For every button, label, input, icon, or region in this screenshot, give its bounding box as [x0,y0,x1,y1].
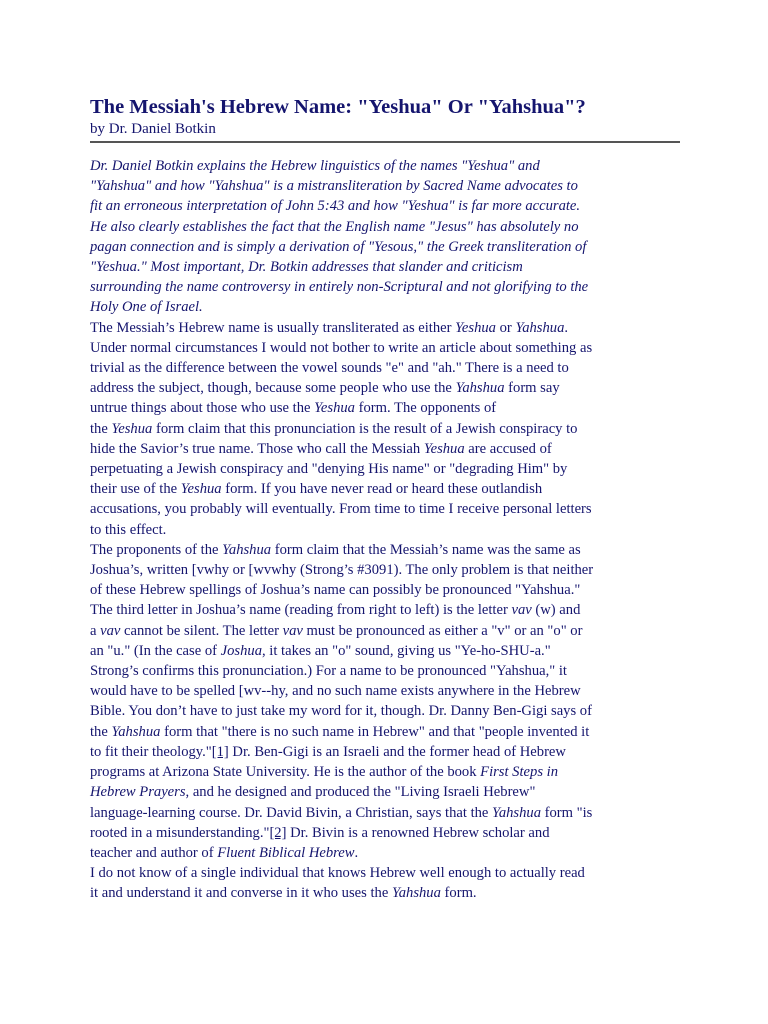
paragraph-line: Under normal circumstances I would not bother to write an article about something as [90,339,593,356]
paragraph-line: hide the Savior’s true name. Those who call the Messiah Yeshua are accused of [90,440,552,457]
paragraph-line: teacher and author of Fluent Biblical Hebrew. [90,844,359,861]
paragraph-line: rooted in a misunderstanding."[2] Dr. Bivin is a renowned Hebrew scholar and [90,824,550,841]
paragraph-line: The Messiah’s Hebrew name is usually transliterated as either Yeshua or Yahshua. [90,319,569,336]
paragraph-line: language-learning course. Dr. David Bivin, a Christian, says that the Yahshua form "is [90,804,593,821]
paragraph-line: it and understand it and converse in it who uses the Yahshua form. [90,885,477,902]
paragraph-line: address the subject, though, because some people who use the Yahshua form say [90,380,560,397]
abstract-line: fit an erroneous interpretation of John 5:43 and how "Yeshua" is far more accurate. [90,198,581,215]
footnote-link-2[interactable]: [2] [269,824,287,841]
article [90,94,680,904]
abstract-line: surrounding the name controversy in entirely non-Scriptural and not glorifying to the [90,279,589,296]
paragraph-line: the Yahshua form that "there is no such name in Hebrew" and that "people invented it [90,723,590,740]
paragraph-line: of these Hebrew spellings of Joshua’s name can possibly be pronounced "Yahshua." [90,582,581,599]
paragraph-2 [90,540,680,863]
abstract-line: "Yeshua." Most important, Dr. Botkin addresses that slander and criticism [90,259,523,276]
paragraph-line: The proponents of the Yahshua form claim that the Messiah’s name was the same as [90,541,581,558]
paragraph-line: Bible. You don’t have to just take my word for it, though. Dr. Danny Ben-Gigi says of [90,703,592,720]
paragraph-line: untrue things about those who use the Yeshua form. The opponents of [90,400,497,417]
paragraph-line: The third letter in Joshua’s name (reading from right to left) is the letter vav (w) and [90,602,581,619]
article-abstract [90,156,680,318]
paragraph-line: to fit their theology."[1] Dr. Ben-Gigi is an Israeli and the former head of Hebrew [90,743,566,760]
paragraph-line: an "u." (In the case of Joshua, it takes an "o" sound, giving us "Ye-ho-SHU-a." [90,642,551,659]
paragraph-line: to this effect. [90,521,167,538]
abstract-line: Holy One of Israel. [90,299,203,316]
paragraph-line: would have to be spelled [wv--hy, and no such name exists anywhere in the Hebrew [90,683,581,700]
author-byline: by Dr. Daniel Botkin [90,121,216,137]
abstract-line: pagan connection and is simply a derivation of "Yesous," the Greek transliteration of [90,238,587,255]
paragraph-line: programs at Arizona State University. He is the author of the book First Steps in [90,764,558,781]
abstract-line: Dr. Daniel Botkin explains the Hebrew linguistics of the names "Yeshua" and [90,158,540,174]
paragraph-line: Joshua’s, written [vwhy or [wvwhy (Strong’s #3091). The only problem is that neither [90,562,594,579]
paragraph-line: I do not know of a single individual that knows Hebrew well enough to actually read [90,865,585,882]
paragraph-line: a vav cannot be silent. The letter vav must be pronounced as either a "v" or an "o" or [90,622,583,639]
paragraph-line: Hebrew Prayers, and he designed and produced the "Living Israeli Hebrew" [90,784,536,801]
abstract-line: He also clearly establishes the fact that the English name "Jesus" has absolutely no [90,218,579,235]
paragraph-1 [90,318,680,540]
title-divider [90,141,680,143]
abstract-line: "Yahshua" and how "Yahshua" is a mistransliteration by Sacred Name advocates to [90,178,578,195]
paragraph-line: Strong’s confirms this pronunciation.) For a name to be pronounced "Yahshua," it [90,663,567,680]
article-title: The Messiah's Hebrew Name: "Yeshua" Or "Yahshua"? [90,96,586,118]
paragraph-line: trivial as the difference between the vowel sounds "e" and "ah." There is a need to [90,360,569,377]
paragraph-line: perpetuating a Jewish conspiracy and "denying His name" or "degrading Him" by [90,461,568,478]
footnote-link-1[interactable]: [1] [211,743,229,760]
paragraph-line: the Yeshua form claim that this pronunciation is the result of a Jewish conspiracy to [90,420,578,437]
paragraph-line: accusations, you probably will eventually. From time to time I receive personal letters [90,501,592,518]
paragraph-3 [90,863,680,903]
paragraph-line: their use of the Yeshua form. If you have never read or heard these outlandish [90,481,543,498]
